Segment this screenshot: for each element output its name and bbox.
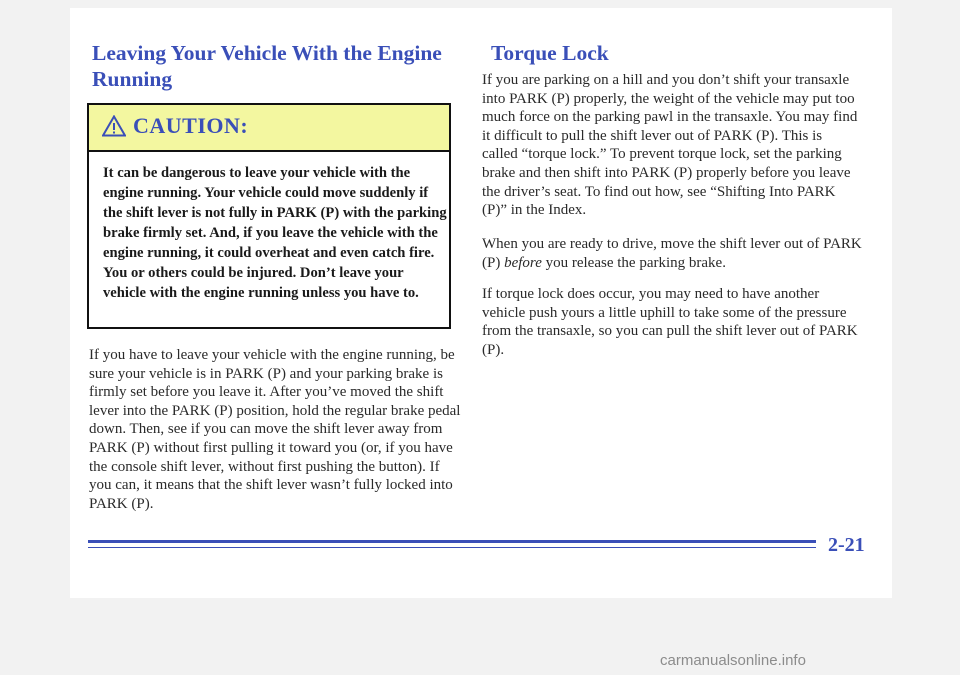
section-heading-leaving-vehicle: Leaving Your Vehicle With the Engine Running (92, 41, 442, 91)
paragraph-2-text-end: you release the parking brake. (545, 254, 726, 271)
torque-lock-paragraph-1: If you are parking on a hill and you don’t shift your transaxle into PARK (P) properly, the weight of the vehicle may put too much force on the parking pawl in the transaxle. You may find it difficult to pull the shift lever out of PARK (P). This is called “torque lock.” To prevent torque lock, set the parking brake and then shift into PARK (P) properly before you leave the driver’s seat. To find out how, see “Shifting Into PARK (P)” in the Index. (482, 72, 858, 219)
section-heading-torque-lock: Torque Lock (491, 41, 609, 65)
footer-rule-top (88, 540, 816, 543)
page-number: 2-21 (828, 534, 865, 556)
torque-lock-paragraph-3: If torque lock does occur, you may need to have another vehicle push yours a little uphill to take some of the pressure from the transaxle, so you can pull the shift lever out of PARK (P). (482, 286, 858, 358)
bottom-watermark: carmanualsonline.info (660, 652, 806, 669)
paragraph-2-text-start: When you are ready to drive, move the shift lever out of PARK (P) (482, 236, 862, 271)
emphasis-before: before (504, 254, 542, 271)
caution-title: CAUTION: (133, 113, 249, 138)
footer-rule-bottom (88, 547, 816, 548)
warning-triangle-icon (102, 115, 126, 137)
caution-box (87, 103, 451, 329)
torque-lock-paragraph-2 (482, 235, 862, 272)
caution-text: It can be dangerous to leave your vehicle with the engine running. Your vehicle could move suddenly if the shift lever is not fully in PARK (P) with the parking brake firmly set. And, if you leave the vehicle with the engine running, it could overheat and even catch fire. You or others could be injured. Don’t leave your vehicle with the engine running unless you have to. (103, 165, 447, 301)
leaving-vehicle-paragraph: If you have to leave your vehicle with the engine running, be sure your vehicle is in PARK (P) and your parking brake is firmly set before you leave it. After you’ve moved the shift lever into the PARK (P) position, hold the regular brake pedal down. Then, see if you can move the shift lever away from PARK (P) without first pulling it toward you (or, if you have the console shift lever, without first pushing the button). If you can, it means that the shift lever wasn’t fully locked into PARK (P). (89, 347, 461, 512)
caution-header (89, 105, 449, 152)
